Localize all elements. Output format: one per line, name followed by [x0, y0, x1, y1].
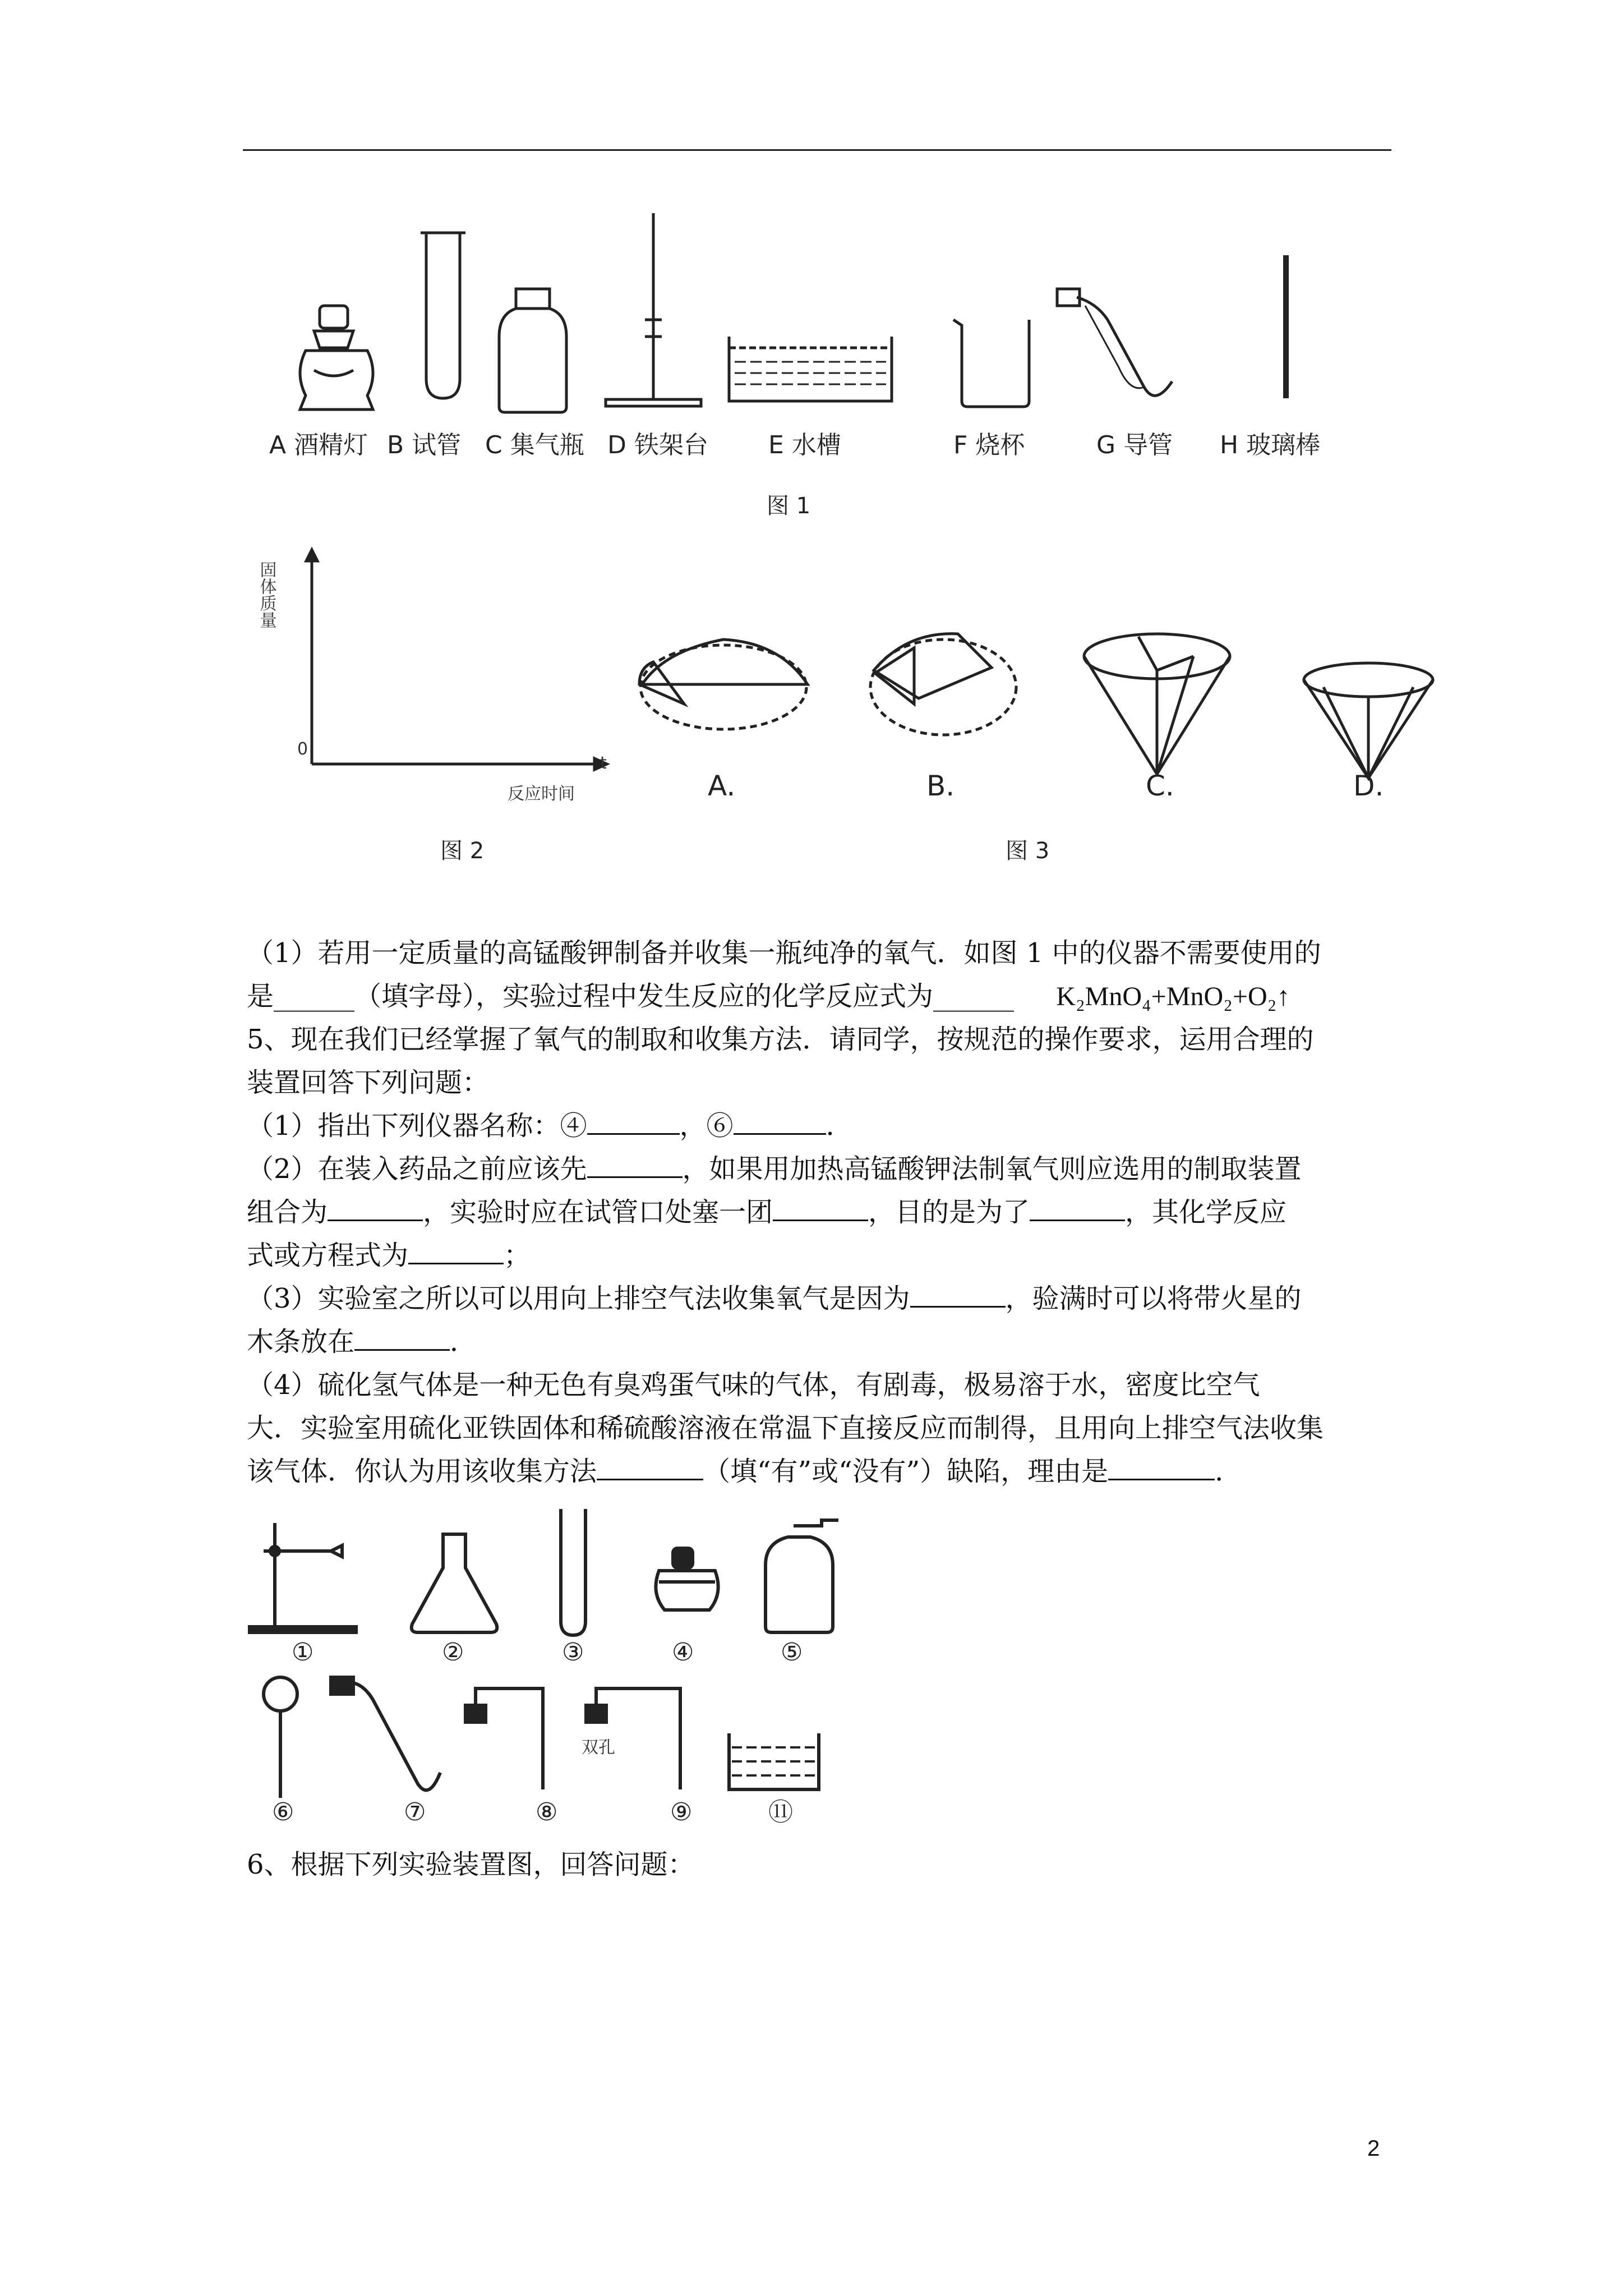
q5-sub3-text: ．: [450, 1326, 477, 1358]
q5-sub2-text: ，实验时应在试管口处塞一团: [423, 1197, 773, 1228]
label-g: G 导管: [1096, 431, 1173, 459]
apparatus-number: ⑦: [404, 1798, 426, 1826]
figure-1-caption: 图 1: [767, 493, 811, 519]
apparatus-number: ②: [442, 1638, 464, 1667]
apparatus-number: ⑥: [272, 1798, 294, 1826]
label-b: B 试管: [387, 431, 462, 459]
apparatus-number: ⑤: [781, 1638, 803, 1667]
apparatus-number: ④: [672, 1638, 694, 1667]
label-f: F 烧杯: [953, 431, 1025, 459]
q5-intro-line2: 装置回答下列问题：: [247, 1067, 490, 1098]
q5-sub3-text: （3）实验室之所以可以用向上排空气法收集氧气是因为: [247, 1283, 910, 1314]
q5-sub2-text: （2）在装入药品之前应该先: [247, 1153, 587, 1185]
apparatus-number: ⑨: [670, 1798, 693, 1826]
option-c: C.: [1146, 770, 1174, 802]
apparatus-number: ⑧: [536, 1798, 558, 1826]
q5-sub1-text: （1）指出下列仪器名称：④: [247, 1110, 587, 1142]
q5-sub4-text: （填“有”或“没有”）缺陷，理由是: [703, 1456, 1109, 1487]
q5-intro-line1: 5、现在我们已经掌握了氧气的制取和收集方法．请同学，按规范的操作要求，运用合理的: [247, 1024, 1314, 1055]
label-c: C 集气瓶: [485, 431, 584, 459]
q5-sub4-line1: （4）硫化氢气体是一种无色有臭鸡蛋气味的气体，有剧毒，极易溶于水，密度比空气: [247, 1369, 1260, 1401]
q4-part1-line1: （1）若用一定质量的高锰酸钾制备并收集一瓶纯净的氧气．如图 1 中的仪器不需要使用的: [247, 937, 1321, 969]
q5-sub1-text: ，⑥: [679, 1110, 734, 1142]
q5-sub4-text: ．: [1215, 1456, 1242, 1487]
q5-sub2-text: ；: [504, 1240, 531, 1271]
q5-sub1-text: ．: [826, 1110, 853, 1142]
label-e: E 水槽: [768, 431, 841, 459]
apparatus-number: ③: [562, 1638, 584, 1667]
origin-label: 0: [297, 739, 308, 759]
option-d: D.: [1353, 770, 1384, 802]
q5-sub3-text: 木条放在: [247, 1326, 355, 1358]
q6-text: 6、根据下列实验装置图，回答问题：: [247, 1849, 695, 1880]
option-a: A.: [708, 770, 736, 802]
page-number: 2: [1367, 2136, 1380, 2161]
apparatus-number: ①: [292, 1638, 314, 1667]
q5-sub2-text: 组合为: [247, 1197, 328, 1228]
apparatus-number: ⑪: [768, 1798, 793, 1826]
option-b: B.: [926, 770, 955, 802]
q5-sub2-text: ，目的是为了: [868, 1197, 1030, 1228]
q4-part1-text: 是______（填字母），实验过程中发生反应的化学反应式为______: [247, 981, 1015, 1012]
label-d: D 铁架台: [607, 431, 708, 459]
q5-sub3-text: ，验满时可以将带火星的: [1005, 1283, 1302, 1314]
q5-sub4-line2: 大．实验室用硫化亚铁固体和稀硫酸溶液在常温下直接反应而制得，且用向上排空气法收集: [247, 1412, 1324, 1444]
x-axis-label: 反应时间: [508, 784, 575, 804]
label-a: A 酒精灯: [269, 431, 368, 459]
label-h: H 玻璃棒: [1220, 431, 1321, 459]
y-axis-label: 固体质量: [256, 561, 276, 628]
q5-sub2-text: ，如果用加热高锰酸钾法制氧气则应选用的制取装置: [682, 1153, 1302, 1185]
figure-3-caption: 图 3: [1006, 838, 1050, 864]
double-hole-label: 双孔: [582, 1738, 615, 1757]
q5-sub2-text: ，其化学反应: [1125, 1197, 1287, 1228]
formula-text: K₂MnO₄+MnO₂+O₂↑: [1056, 982, 1290, 1011]
q5-sub4-text: 该气体．你认为用该收集方法: [247, 1456, 597, 1487]
figure-2-caption: 图 2: [440, 838, 485, 864]
x-axis-end-label: t: [600, 753, 607, 773]
q5-sub2-text: 式或方程式为: [247, 1240, 409, 1271]
